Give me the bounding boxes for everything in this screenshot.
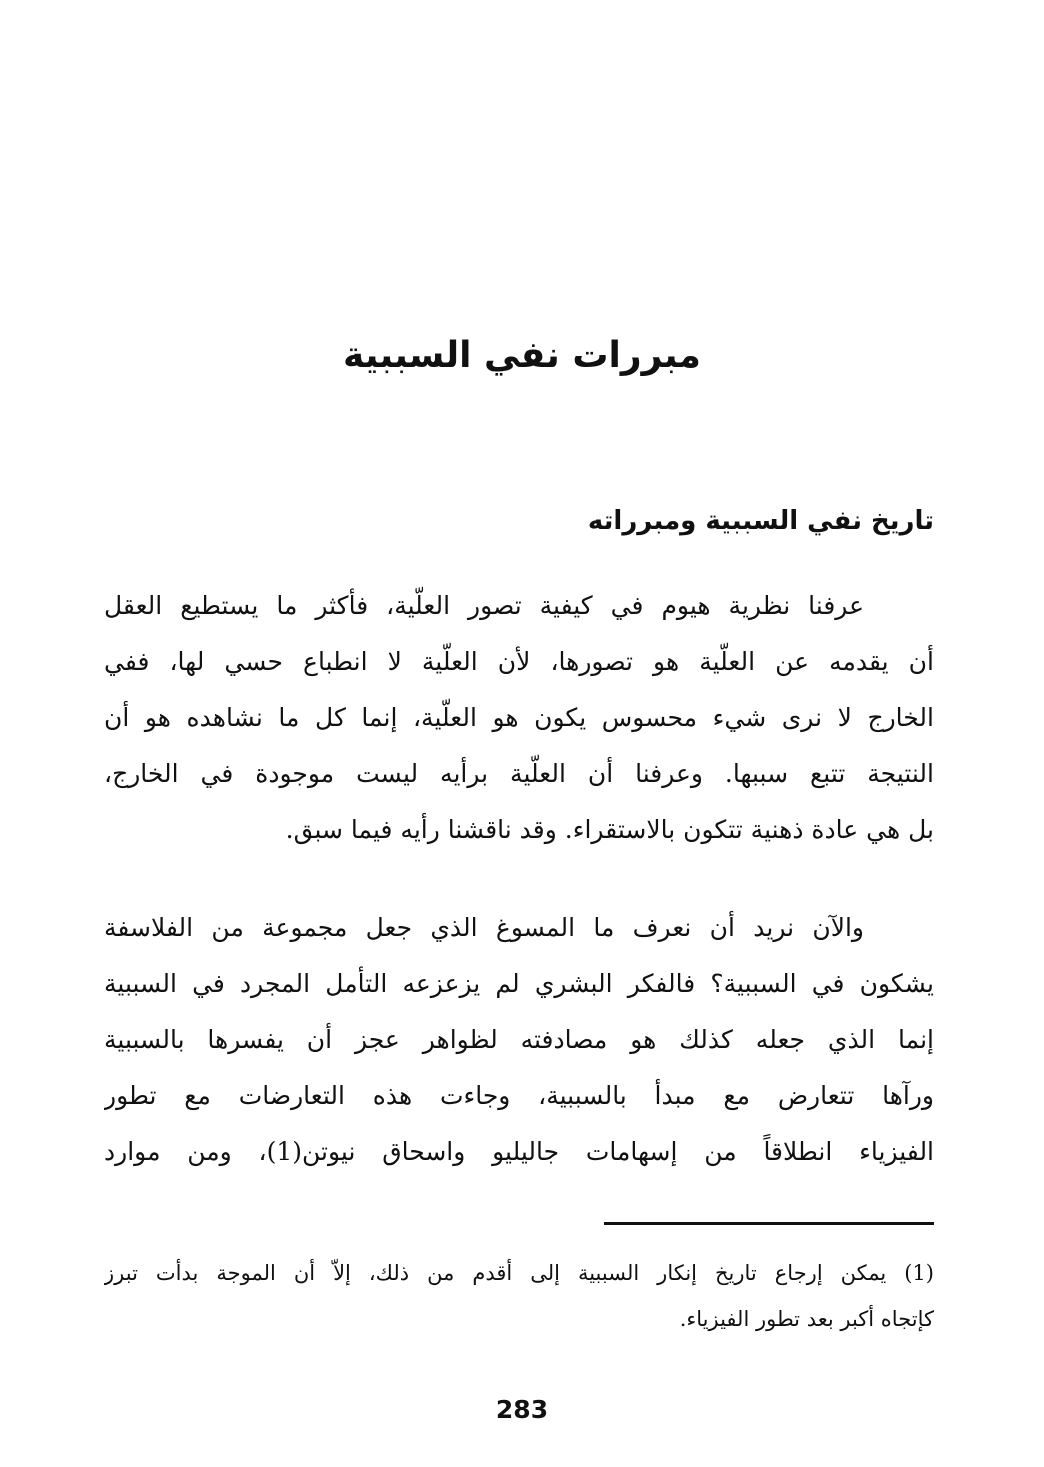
paragraph-line: أن يقدمه عن العلّية هو تصورها، لأن العلّية لا انطباع حسي لها، ففي [104, 647, 934, 676]
paragraph-line: بل هي عادة ذهنية تتكون بالاستقراء. وقد ناقشنا رأيه فيما سبق. [285, 815, 934, 844]
paragraph-line: الفيزياء انطلاقاً من إسهامات جاليليو واسحاق نيوتن(1)، ومن موارد [104, 1137, 934, 1166]
footnote-divider [604, 1222, 934, 1225]
footnote [104, 1250, 934, 1342]
paragraph-2 [104, 900, 934, 1180]
chapter-title: مبررات نفي السببية [343, 335, 701, 376]
paragraph-line: ورآها تتعارض مع مبدأ بالسببية، وجاءت هذه التعارضات مع تطور [104, 1081, 934, 1110]
page-number: 283 [495, 1395, 549, 1424]
paragraph-1 [104, 578, 934, 858]
paragraph-line: النتيجة تتبع سببها. وعرفنا أن العلّية برأيه ليست موجودة في الخارج، [104, 759, 934, 788]
paragraph-line: يشكون في السببية؟ فالفكر البشري لم يزعزعه التأمل المجرد في السببية [104, 969, 934, 998]
paragraph-line: إنما الذي جعله كذلك هو مصادفته لظواهر عجز أن يفسرها بالسببية [104, 1025, 934, 1054]
section-title: تاريخ نفي السببية ومبرراته [587, 506, 934, 536]
paragraph-line: عرفنا نظرية هيوم في كيفية تصور العلّية، فأكثر ما يستطيع العقل [104, 591, 864, 620]
footnote-line: كإتجاه أكبر بعد تطور الفيزياء. [679, 1307, 934, 1331]
paragraph-line: الخارج لا نرى شيء محسوس يكون هو العلّية، إنما كل ما نشاهده هو أن [104, 703, 934, 732]
paragraph-line: والآن نريد أن نعرف ما المسوغ الذي جعل مجموعة من الفلاسفة [104, 913, 864, 942]
footnote-line: (1) يمكن إرجاع تاريخ إنكار السببية إلى أقدم من ذلك، إلاّ أن الموجة بدأت تبرز [104, 1261, 934, 1285]
